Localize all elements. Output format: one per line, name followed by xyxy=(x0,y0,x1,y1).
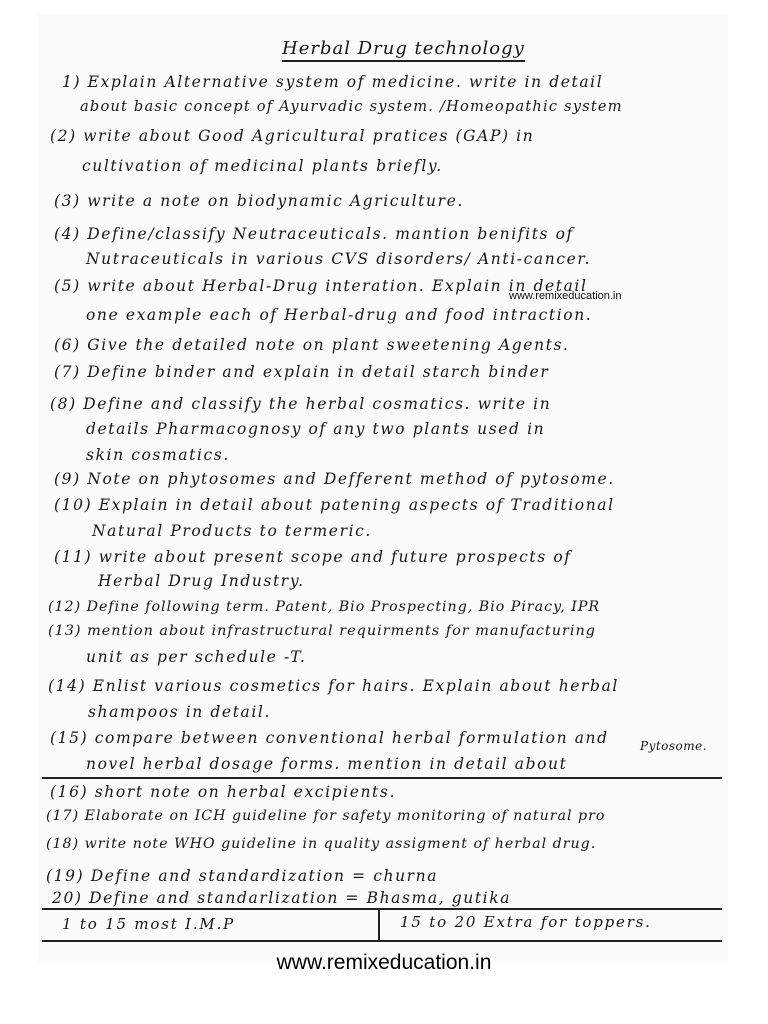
question-line: (9) Note on phytosomes and Defferent method of pytosome. xyxy=(54,470,615,488)
question-line: (12) Define following term. Patent, Bio Prospecting, Bio Piracy, IPR xyxy=(48,599,601,615)
question-line: (16) short note on herbal excipients. xyxy=(50,783,396,801)
question-line: details Pharmacognosy of any two plants used in xyxy=(86,420,546,438)
question-line: (5) write about Herbal-Drug interation. Explain in detail xyxy=(54,277,588,295)
site-url: www.remixeducation.in xyxy=(276,951,492,974)
question-line: (2) write about Good Agricultural pratices (GAP) in xyxy=(50,127,535,145)
question-line: (4) Define/classify Neutraceuticals. mantion benifits of xyxy=(54,225,574,243)
section-divider xyxy=(42,777,722,779)
inline-watermark: www.remixeducation.in xyxy=(509,290,622,302)
phytosome-insert: Pytosome. xyxy=(640,739,708,753)
question-line: (18) write note WHO guideline in quality assigment of herbal drug. xyxy=(46,836,597,852)
question-line: shampoos in detail. xyxy=(88,703,272,721)
footer-left-note: 1 to 15 most I.M.P xyxy=(62,915,236,933)
question-line: (7) Define binder and explain in detail starch binder xyxy=(54,363,550,381)
question-line: (11) write about present scope and future prospects of xyxy=(54,548,572,566)
question-line: about basic concept of Ayurvadic system. /Homeopathic system xyxy=(80,98,623,115)
question-line: (14) Enlist various cosmetics for hairs. Explain about herbal xyxy=(48,677,619,695)
question-line: Herbal Drug Industry. xyxy=(98,572,305,590)
question-line: skin cosmatics. xyxy=(86,446,230,464)
question-line: 20) Define and standarlization = Bhasma, gutika xyxy=(52,889,512,907)
question-line: Nutraceuticals in various CVS disorders/ Anti-cancer. xyxy=(86,250,592,268)
footer-divider xyxy=(378,908,380,940)
question-line: Natural Products to termeric. xyxy=(92,522,372,540)
question-line: one example each of Herbal-drug and food intraction. xyxy=(86,306,593,324)
question-line: (6) Give the detailed note on plant sweetening Agents. xyxy=(54,336,570,354)
footer-top-rule xyxy=(42,908,722,910)
question-line: (10) Explain in detail about patening aspects of Traditional xyxy=(54,496,615,514)
question-line: 1) Explain Alternative system of medicine. write in detail xyxy=(62,73,604,91)
question-line: (15) compare between conventional herbal formulation and xyxy=(50,729,609,747)
question-line: novel herbal dosage forms. mention in detail about xyxy=(86,755,568,773)
page-title: Herbal Drug technology xyxy=(282,38,525,62)
footer-bottom-rule xyxy=(42,940,722,942)
question-line: unit as per schedule -T. xyxy=(86,648,307,666)
question-line: (17) Elaborate on ICH guideline for safety monitoring of natural pro xyxy=(46,808,606,824)
question-line: (3) write a note on biodynamic Agriculture. xyxy=(54,192,464,210)
footer-right-note: 15 to 20 Extra for toppers. xyxy=(400,913,652,931)
question-line: (13) mention about infrastructural requirments for manufacturing xyxy=(48,623,596,639)
question-line: (8) Define and classify the herbal cosmatics. write in xyxy=(50,395,552,413)
question-line: cultivation of medicinal plants briefly. xyxy=(82,157,443,175)
question-line: (19) Define and standardization = churna xyxy=(46,867,439,885)
